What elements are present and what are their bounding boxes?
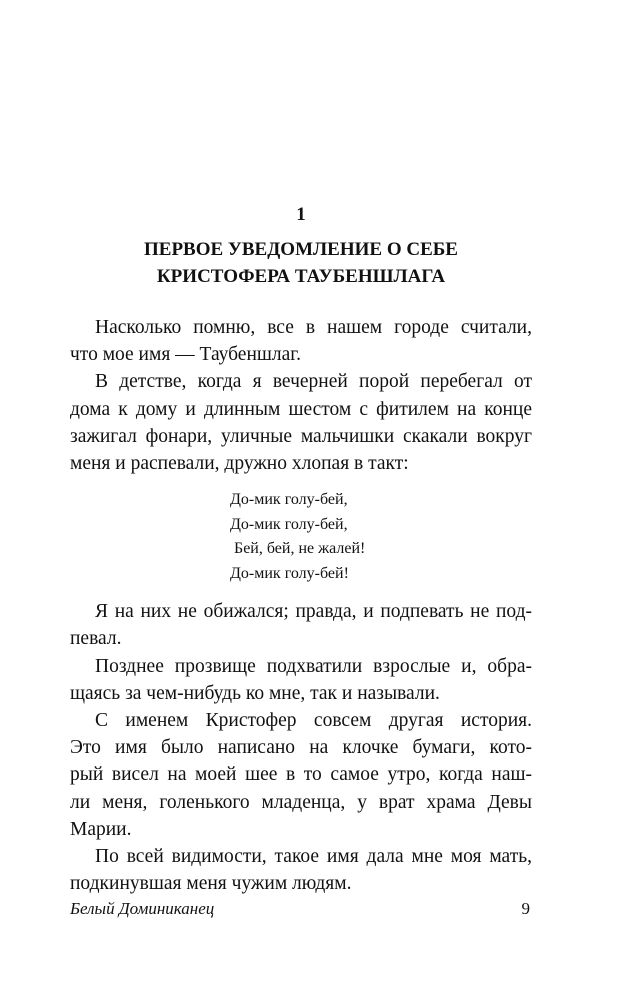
text-line: Я на них не обижался; правда, и подпевать не под- [95, 601, 532, 623]
paragraph-5 [70, 707, 532, 843]
poem-line: До-мик голу-бей, [230, 491, 348, 509]
chapter-title-line: КРИСТОФЕРА ТАУБЕНШЛАГА [156, 266, 446, 287]
text-line: По всей видимости, такое имя дала мне моя мать, [95, 846, 532, 868]
paragraph-4 [70, 653, 532, 707]
text-line: Насколько помню, все в нашем городе считали, [95, 317, 532, 338]
text-line: дома к дому и длинным шестом с фитилем на конце [70, 398, 532, 420]
paragraph-3 [70, 598, 532, 652]
text-line: Марии. [70, 818, 132, 840]
text-line: зажигал фонари, уличные мальчишки скакали вокруг [70, 425, 532, 447]
poem-line: Бей, бей, не жалей! [234, 540, 366, 558]
running-footer-title: Белый Доминиканец [70, 899, 215, 918]
text-line: В детстве, когда я вечерней порой перебегал от [95, 371, 532, 393]
text-line: Позднее прозвище подхватили взрослые и, обра- [95, 655, 532, 677]
text-line: Это имя было написано на клочке бумаги, кото- [70, 737, 532, 759]
body-text [70, 314, 532, 897]
text-line: ли меня, голенького младенца, у врат храма Девы [70, 791, 532, 813]
paragraph-2 [70, 368, 532, 477]
page-number: 9 [521, 899, 530, 918]
paragraph-1 [70, 314, 532, 368]
chapter-title-line: ПЕРВОЕ УВЕДОМЛЕНИЕ О СЕБЕ [144, 239, 458, 260]
text-line: рый висел на моей шее в то самое утро, когда наш- [70, 764, 532, 786]
text-line: С именем Кристофер совсем другая история. [95, 710, 532, 732]
chapter-title [70, 236, 532, 290]
poem-line: До-мик голу-бей! [230, 564, 349, 582]
text-line: подкинувшая меня чужим людям. [70, 873, 352, 895]
text-line: певал. [70, 628, 122, 650]
chapter-number: 1 [296, 204, 306, 225]
book-page [70, 0, 532, 1000]
text-line: щаясь за чем-нибудь ко мне, так и называли. [70, 682, 440, 704]
text-line: что мое имя — Таубеншлаг. [70, 344, 301, 366]
poem-line: До-мик голу-бей, [230, 515, 348, 533]
text-line: меня и распевали, дружно хлопая в такт: [70, 453, 409, 475]
paragraph-6 [70, 843, 532, 897]
poem-verse [70, 477, 532, 598]
